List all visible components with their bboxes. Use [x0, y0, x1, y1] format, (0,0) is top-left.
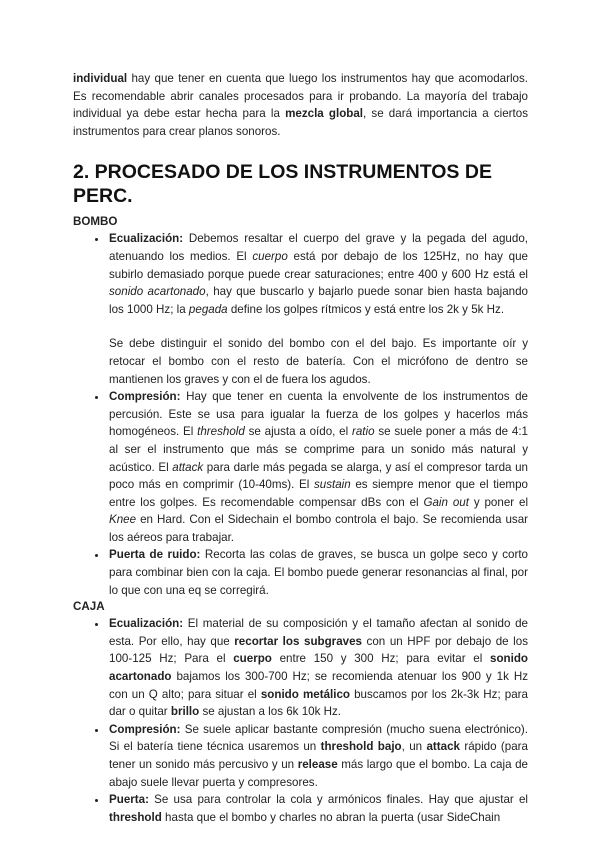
text: , hay que buscarlo y bajarlo puede sonar bien hasta bajando los 1000 Hz; la: [109, 285, 528, 316]
list-item-caja-gate: [107, 791, 528, 826]
text: se ajustan a los 6k 10k Hz.: [199, 705, 341, 719]
text: , se dará importancia a ciertos instrumentos para crear planos sonoros.: [73, 107, 528, 138]
bold-text: recortar los subgraves: [234, 634, 362, 648]
text: define los golpes rítmicos y está entre los 2k y 5k Hz.: [227, 302, 505, 316]
subsection-title-bombo: BOMBO: [73, 215, 118, 229]
text: en Hard. Con el Sidechain el bombo controla el bajo. Se recomienda usar los aéreos para trabajar.: [109, 513, 528, 544]
list-item-caja-comp: [107, 721, 528, 791]
text: y poner el: [468, 495, 529, 509]
text: rápido (para tener un sonido más percusivo y un: [109, 740, 528, 771]
text: se suele poner a más de 4:1 al ser el instrumento que más se comprime para un sonido más natural y acústico. El: [109, 425, 528, 474]
list-item-caja-eq: [107, 615, 528, 721]
text: bajamos los 300-700 Hz; se recomienda atenuar los 900 y 1k Hz con un Q alto; para situar el: [109, 670, 528, 701]
text: , un: [401, 740, 427, 754]
item-label: Puerta:: [109, 793, 149, 807]
item-label: Ecualización:: [109, 232, 184, 246]
item-label: Ecualización:: [109, 617, 184, 631]
list-item-bombo-comp: [107, 388, 528, 546]
italic-text: Gain out: [423, 495, 469, 509]
italic-text: threshold: [197, 425, 245, 439]
text: con un HPF por debajo de los 100-125 Hz; Para el: [109, 634, 528, 666]
text: Se suele aplicar bastante compresión (mucho suena electrónico). Si el batería tiene técnica usaremos un: [109, 722, 528, 754]
text: se ajusta a oído, el: [244, 425, 352, 439]
section-heading: 2. PROCESADO DE LOS INSTRUMENTOS DE PERC.: [73, 161, 492, 208]
bold-text: sonido acartonado: [109, 652, 528, 684]
item-label: Compresión:: [109, 722, 181, 736]
bold-text: cuerpo: [233, 652, 272, 666]
item-label: Compresión:: [109, 390, 181, 404]
caja-list: [73, 615, 528, 826]
bold-text: sonido metálico: [260, 687, 350, 701]
bold-text: mezcla global: [285, 107, 364, 121]
text: Se usa para controlar la cola y armónicos finales. Hay que ajustar el: [148, 793, 528, 807]
text: Recorta las colas de graves, se busca un golpe seco y corto para combinar bien con la caja. El bombo puede generar resonancias al final, por lo que con una eq se corregirá.: [109, 548, 528, 597]
bold-text: threshold bajo: [320, 740, 402, 754]
item-label: Puerta de ruido:: [109, 548, 201, 562]
subsection-title-caja: CAJA: [73, 600, 105, 614]
bold-text: individual: [73, 72, 128, 85]
bombo-list: [73, 230, 528, 599]
bold-text: brillo: [170, 705, 200, 719]
list-item-bombo-gate: [107, 546, 528, 599]
text: Debemos resaltar el cuerpo del grave y la pegada del agudo, atenuando los medios. El: [109, 232, 528, 263]
text: está por debajo de los 125Hz, no hay que subirlo demasiado porque puede crear saturaciones; entre 400 y 600 Hz está el: [109, 249, 528, 281]
text: El material de su composición y el tamaño afectan al sonido de esta. Por ello, hay que: [109, 617, 528, 648]
text: hasta que el bombo y charles no abran la puerta (usar SideChain: [161, 810, 501, 824]
bold-text: attack: [426, 740, 460, 754]
text: hay que tener en cuenta que luego los instrumentos hay que acomodarlos. Es recomendable abrir canales procesados para ir probando. La mayoría del trabajo individual ya debe estar hecha para la: [73, 72, 528, 121]
text: buscamos por los 2k-3k Hz; para dar o quitar: [109, 687, 528, 719]
bold-text: release: [297, 758, 338, 771]
bold-text: threshold: [109, 810, 162, 824]
bombo-eq-paragraph-2: Se debe distinguir el sonido del bombo con el del bajo. Es importante oír y retocar el bombo con el resto de batería. Con el micrófono de dentro se mantienen los graves y con el de fuera los agudos.: [109, 337, 528, 386]
document-page: [73, 70, 528, 826]
text: para darle más pegada se alarga, y así el compresor tarda un poco más en comprimir (10-40ms). El: [109, 460, 528, 492]
text: más largo que el bombo. La caja de abajo suele llevar puerta y compresores.: [109, 758, 528, 789]
italic-text: sonido acartonado: [109, 285, 206, 299]
text: entre 150 y 300 Hz; para evitar el: [271, 652, 490, 666]
italic-text: attack: [172, 460, 204, 474]
text: es siempre menor que el tiempo entre los golpes. Es recomendable compensar dBs con el: [109, 478, 528, 509]
italic-text: cuerpo: [252, 249, 288, 263]
list-item-bombo-eq: [107, 230, 528, 388]
text: Hay que tener en cuenta la envolvente de los instrumentos de percusión. Este se usa para igualar la fuerza de los golpes y hacerlos más homogéneos. El: [109, 390, 528, 439]
paragraph-gap: [109, 318, 528, 335]
italic-text: Knee: [109, 513, 137, 527]
italic-text: sustain: [313, 478, 351, 492]
intro-paragraph: [73, 70, 528, 140]
italic-text: ratio: [351, 425, 375, 439]
italic-text: pegada: [188, 302, 228, 316]
